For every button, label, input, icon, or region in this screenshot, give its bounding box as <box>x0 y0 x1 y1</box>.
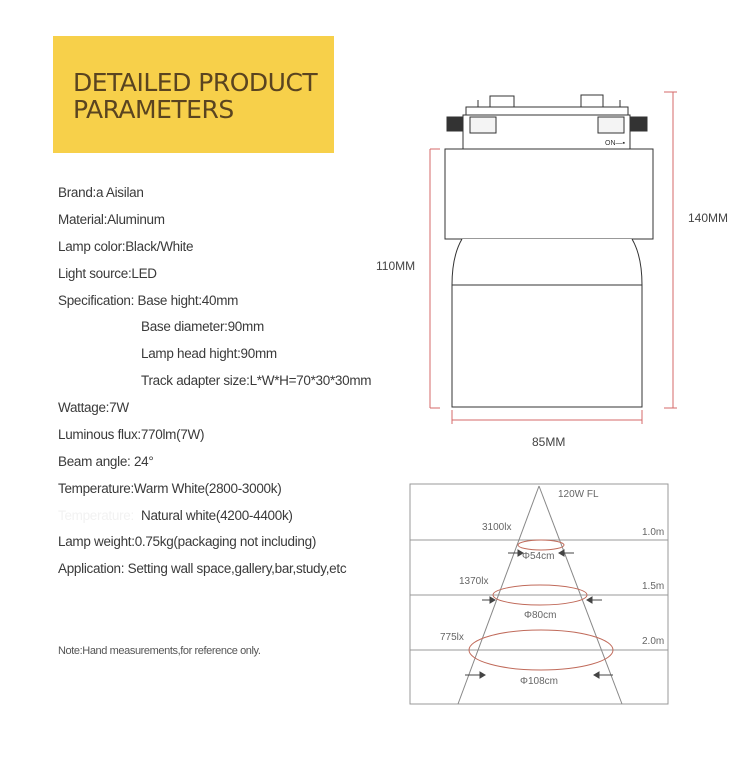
title-line-2: PARAMETERS <box>73 95 234 124</box>
body-height-label: 110MM <box>376 259 416 273</box>
lamp-head-drawing <box>452 285 642 407</box>
spec-beam-angle: Beam angle: 24° <box>58 454 154 469</box>
width-label: 85MM <box>532 435 566 449</box>
spec-base-diameter: Base diameter:90mm <box>141 319 264 334</box>
lamp-neck-drawing <box>452 239 642 285</box>
spec-specification: Specification: Base hight:40mm <box>58 293 239 308</box>
spec-application: Application: Setting wall space,gallery,bar,study,etc <box>58 561 347 576</box>
beam-diagram-title: 120W FL <box>558 489 599 500</box>
note-text: Note:Hand measurements,for reference only. <box>58 645 261 657</box>
diameter-3: Φ108cm <box>520 676 558 687</box>
title-line-1: DETAILED PRODUCT <box>73 68 318 97</box>
diameter-1: Φ54cm <box>522 551 555 562</box>
spec-temperature: Temperature:Warm White(2800-3000k) <box>58 481 282 496</box>
switch-label: ON—▪ <box>605 140 625 147</box>
spec-track-adapter: Track adapter size:L*W*H=70*30*30mm <box>141 373 372 388</box>
lux-1: 3100lx <box>482 522 512 533</box>
spec-natural-white: Natural white(4200-4400k) <box>141 508 293 523</box>
total-height-label: 140MM <box>688 211 729 225</box>
title-banner <box>53 36 334 153</box>
spec-lamp-weight: Lamp weight:0.75kg(packaging not including) <box>58 534 317 549</box>
lux-3: 775lx <box>440 632 464 643</box>
spec-wattage: Wattage:7W <box>58 400 129 415</box>
lamp-base-drawing <box>445 149 653 239</box>
beam-diagram <box>405 480 675 710</box>
spec-lamp-head: Lamp head hight:90mm <box>141 346 277 361</box>
distance-1: 1.0m <box>642 527 665 538</box>
spec-temperature-faded: Temperature: <box>58 508 134 523</box>
spec-light-source: Light source:LED <box>58 266 157 281</box>
lux-2: 1370lx <box>459 576 489 587</box>
spec-material: Material:Aluminum <box>58 212 165 227</box>
product-dimension-drawing <box>360 80 750 460</box>
spec-luminous-flux: Luminous flux:770lm(7W) <box>58 427 205 442</box>
spec-lamp-color: Lamp color:Black/White <box>58 239 194 254</box>
distance-3: 2.0m <box>642 636 665 647</box>
beam-diagram-frame <box>410 484 668 704</box>
diameter-2: Φ80cm <box>524 610 557 621</box>
spec-brand: Brand:a Aisilan <box>58 185 144 200</box>
distance-2: 1.5m <box>642 581 665 592</box>
